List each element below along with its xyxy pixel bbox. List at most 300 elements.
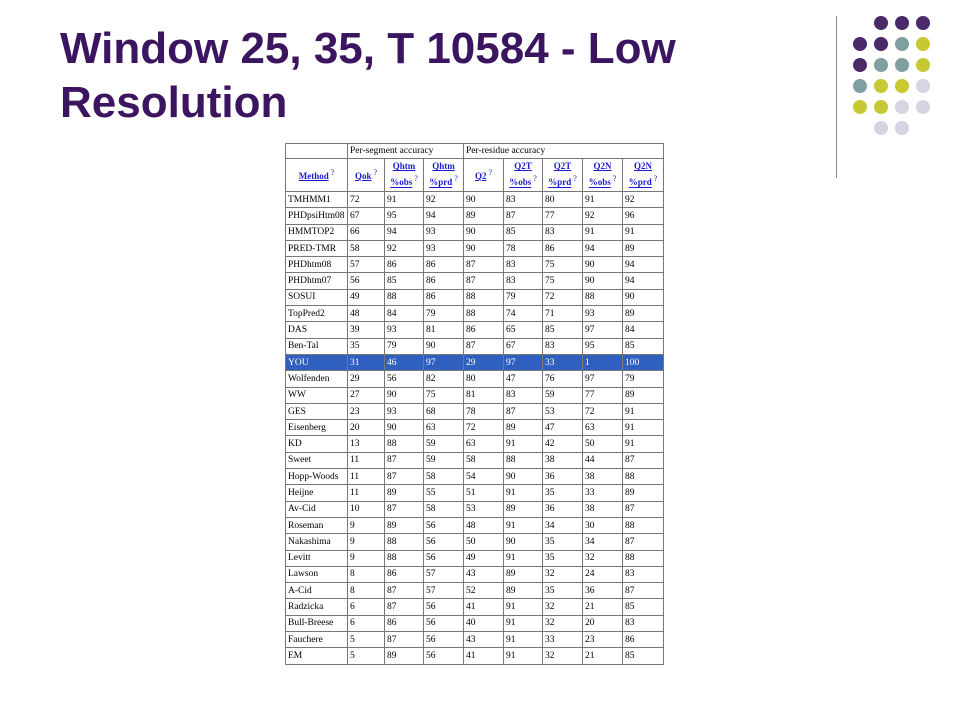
value-cell: 85 — [623, 648, 664, 664]
group-header-blank — [286, 144, 348, 159]
table-row — [286, 648, 664, 664]
table-row — [286, 371, 664, 387]
value-cell: 90 — [504, 534, 543, 550]
value-cell: 58 — [348, 240, 385, 256]
value-cell: 79 — [424, 306, 464, 322]
column-sort-link[interactable]: Method — [298, 171, 329, 182]
table-row — [286, 517, 664, 533]
value-cell: 11 — [348, 452, 385, 468]
decorative-dot — [853, 79, 867, 93]
value-cell: 87 — [623, 452, 664, 468]
value-cell: 53 — [543, 403, 583, 419]
table-row — [286, 485, 664, 501]
value-cell: 65 — [504, 322, 543, 338]
method-cell: KD — [286, 436, 348, 452]
value-cell: 97 — [583, 371, 623, 387]
value-cell: 89 — [623, 306, 664, 322]
column-header — [543, 159, 583, 192]
divider-line — [836, 16, 837, 178]
value-cell: 89 — [385, 485, 424, 501]
value-cell: 72 — [583, 403, 623, 419]
value-cell: 34 — [583, 534, 623, 550]
value-cell: 90 — [623, 289, 664, 305]
column-header — [286, 159, 348, 192]
decorative-dot — [895, 16, 909, 30]
value-cell: 87 — [623, 501, 664, 517]
table-row — [286, 322, 664, 338]
column-sub-link[interactable]: %prd — [628, 177, 652, 188]
value-cell: 11 — [348, 469, 385, 485]
value-cell: 9 — [348, 550, 385, 566]
group-header-row — [286, 144, 664, 159]
value-cell: 53 — [464, 501, 504, 517]
value-cell: 71 — [543, 306, 583, 322]
value-cell: 43 — [464, 632, 504, 648]
value-cell: 90 — [464, 192, 504, 208]
value-cell: 21 — [583, 599, 623, 615]
value-cell: 84 — [623, 322, 664, 338]
value-cell: 95 — [583, 338, 623, 354]
table-row — [286, 403, 664, 419]
value-cell: 8 — [348, 566, 385, 582]
method-cell: Lawson — [286, 566, 348, 582]
table-row — [286, 273, 664, 289]
value-cell: 35 — [543, 550, 583, 566]
method-cell: Heijne — [286, 485, 348, 501]
value-cell: 83 — [543, 338, 583, 354]
value-cell: 100 — [623, 354, 664, 370]
value-cell: 50 — [464, 534, 504, 550]
value-cell: 39 — [348, 322, 385, 338]
decorative-dot — [895, 121, 909, 135]
table-row — [286, 240, 664, 256]
value-cell: 83 — [504, 387, 543, 403]
help-icon[interactable]: ? — [612, 174, 617, 184]
value-cell: 80 — [543, 192, 583, 208]
accuracy-table-container — [285, 143, 664, 665]
value-cell: 86 — [424, 289, 464, 305]
value-cell: 89 — [504, 420, 543, 436]
value-cell: 90 — [464, 224, 504, 240]
value-cell: 56 — [385, 371, 424, 387]
value-cell: 87 — [385, 501, 424, 517]
value-cell: 94 — [623, 257, 664, 273]
table-row — [286, 436, 664, 452]
method-cell: Radzicka — [286, 599, 348, 615]
column-sort-link[interactable]: Qhtm — [432, 161, 455, 172]
method-cell: Av-Cid — [286, 501, 348, 517]
decorative-dot — [916, 58, 930, 72]
value-cell: 79 — [504, 289, 543, 305]
slide-title: Window 25, 35, T 10584 - Low Resolution — [60, 24, 676, 127]
value-cell: 86 — [623, 632, 664, 648]
value-cell: 85 — [623, 338, 664, 354]
method-cell: Hopp-Woods — [286, 469, 348, 485]
value-cell: 58 — [424, 469, 464, 485]
value-cell: 91 — [504, 550, 543, 566]
decorative-dot — [916, 100, 930, 114]
value-cell: 33 — [543, 632, 583, 648]
value-cell: 34 — [543, 517, 583, 533]
table-row — [286, 257, 664, 273]
value-cell: 91 — [504, 485, 543, 501]
value-cell: 29 — [348, 371, 385, 387]
help-icon[interactable]: ? — [573, 174, 577, 184]
value-cell: 88 — [464, 306, 504, 322]
decorative-dot — [853, 58, 867, 72]
value-cell: 87 — [504, 208, 543, 224]
value-cell: 88 — [464, 289, 504, 305]
column-sort-link[interactable]: Q2N — [593, 161, 612, 172]
method-cell: Wolfenden — [286, 371, 348, 387]
table-body — [286, 192, 664, 665]
value-cell: 85 — [623, 599, 664, 615]
column-header — [583, 159, 623, 192]
value-cell: 89 — [385, 517, 424, 533]
help-icon[interactable]: ? — [533, 174, 537, 184]
method-cell: Bull-Breese — [286, 615, 348, 631]
help-icon[interactable]: ? — [414, 174, 418, 184]
method-cell: SOSUI — [286, 289, 348, 305]
column-header-row — [286, 159, 664, 192]
value-cell: 85 — [504, 224, 543, 240]
value-cell: 88 — [385, 289, 424, 305]
value-cell: 33 — [543, 354, 583, 370]
value-cell: 32 — [543, 566, 583, 582]
value-cell: 75 — [424, 387, 464, 403]
method-cell: Sweet — [286, 452, 348, 468]
value-cell: 88 — [583, 289, 623, 305]
value-cell: 74 — [504, 306, 543, 322]
value-cell: 87 — [623, 534, 664, 550]
value-cell: 10 — [348, 501, 385, 517]
value-cell: 88 — [385, 436, 424, 452]
decorative-dot — [874, 79, 888, 93]
value-cell: 89 — [504, 566, 543, 582]
value-cell: 86 — [464, 322, 504, 338]
value-cell: 24 — [583, 566, 623, 582]
help-icon[interactable]: ? — [330, 167, 335, 177]
method-cell: PRED-TMR — [286, 240, 348, 256]
group-header-segment: Per-segment accuracy — [348, 144, 464, 159]
decorative-dot — [916, 16, 930, 30]
method-cell: Fauchere — [286, 632, 348, 648]
column-header — [348, 159, 385, 192]
decorative-dot — [916, 37, 930, 51]
method-cell: TMHMM1 — [286, 192, 348, 208]
value-cell: 32 — [583, 550, 623, 566]
value-cell: 8 — [348, 583, 385, 599]
value-cell: 94 — [623, 273, 664, 289]
column-sort-link[interactable]: Qhtm — [392, 161, 416, 172]
help-icon[interactable]: ? — [653, 174, 658, 184]
value-cell: 84 — [385, 306, 424, 322]
value-cell: 83 — [504, 192, 543, 208]
decorative-dot — [895, 79, 909, 93]
value-cell: 35 — [543, 534, 583, 550]
column-sub-link[interactable]: %prd — [429, 177, 453, 188]
table-row — [286, 387, 664, 403]
method-cell: YOU — [286, 354, 348, 370]
column-sub-link[interactable]: %obs — [588, 177, 611, 188]
value-cell: 88 — [385, 534, 424, 550]
column-sort-link[interactable]: Q2T — [553, 161, 572, 172]
value-cell: 49 — [348, 289, 385, 305]
value-cell: 89 — [464, 208, 504, 224]
value-cell: 88 — [623, 469, 664, 485]
value-cell: 89 — [504, 501, 543, 517]
value-cell: 93 — [583, 306, 623, 322]
value-cell: 77 — [543, 208, 583, 224]
value-cell: 85 — [543, 322, 583, 338]
value-cell: 89 — [623, 485, 664, 501]
value-cell: 75 — [543, 273, 583, 289]
decorative-dot — [895, 37, 909, 51]
table-row — [286, 354, 664, 370]
value-cell: 54 — [464, 469, 504, 485]
value-cell: 90 — [385, 387, 424, 403]
column-sort-link[interactable]: Q2 — [474, 171, 487, 182]
value-cell: 82 — [424, 371, 464, 387]
value-cell: 43 — [464, 566, 504, 582]
value-cell: 56 — [424, 599, 464, 615]
decorative-dot — [853, 100, 867, 114]
value-cell: 83 — [504, 257, 543, 273]
value-cell: 87 — [464, 257, 504, 273]
value-cell: 57 — [348, 257, 385, 273]
value-cell: 86 — [543, 240, 583, 256]
value-cell: 92 — [385, 240, 424, 256]
value-cell: 20 — [348, 420, 385, 436]
value-cell: 38 — [583, 501, 623, 517]
value-cell: 30 — [583, 517, 623, 533]
value-cell: 33 — [583, 485, 623, 501]
decorative-dot — [874, 100, 888, 114]
value-cell: 55 — [424, 485, 464, 501]
column-header — [464, 159, 504, 192]
method-cell: HMMTOP2 — [286, 224, 348, 240]
value-cell: 83 — [504, 273, 543, 289]
help-icon[interactable]: ? — [373, 167, 378, 177]
table-row — [286, 566, 664, 582]
value-cell: 83 — [623, 566, 664, 582]
value-cell: 46 — [385, 354, 424, 370]
value-cell: 36 — [583, 583, 623, 599]
table-row — [286, 224, 664, 240]
value-cell: 79 — [623, 371, 664, 387]
value-cell: 5 — [348, 648, 385, 664]
value-cell: 59 — [543, 387, 583, 403]
value-cell: 88 — [623, 550, 664, 566]
method-cell: Nakashima — [286, 534, 348, 550]
value-cell: 9 — [348, 534, 385, 550]
value-cell: 91 — [623, 436, 664, 452]
value-cell: 91 — [504, 615, 543, 631]
value-cell: 68 — [424, 403, 464, 419]
method-cell: Ben-Tal — [286, 338, 348, 354]
value-cell: 52 — [464, 583, 504, 599]
column-sub-link[interactable]: %obs — [509, 177, 532, 188]
value-cell: 59 — [424, 436, 464, 452]
value-cell: 56 — [424, 648, 464, 664]
value-cell: 42 — [543, 436, 583, 452]
value-cell: 87 — [385, 599, 424, 615]
value-cell: 80 — [464, 371, 504, 387]
value-cell: 56 — [424, 517, 464, 533]
value-cell: 40 — [464, 615, 504, 631]
value-cell: 36 — [543, 501, 583, 517]
value-cell: 87 — [464, 338, 504, 354]
table-row — [286, 208, 664, 224]
method-cell: Roseman — [286, 517, 348, 533]
decorative-dot — [874, 121, 888, 135]
value-cell: 31 — [348, 354, 385, 370]
value-cell: 63 — [464, 436, 504, 452]
value-cell: 91 — [623, 420, 664, 436]
value-cell: 63 — [424, 420, 464, 436]
column-sort-link[interactable]: Qok — [354, 171, 372, 182]
value-cell: 87 — [623, 583, 664, 599]
value-cell: 6 — [348, 615, 385, 631]
column-header — [385, 159, 424, 192]
value-cell: 88 — [385, 550, 424, 566]
value-cell: 92 — [583, 208, 623, 224]
column-header — [623, 159, 664, 192]
decorative-dot — [853, 37, 867, 51]
value-cell: 9 — [348, 517, 385, 533]
value-cell: 36 — [543, 469, 583, 485]
decorative-dot — [874, 58, 888, 72]
method-cell: GES — [286, 403, 348, 419]
value-cell: 67 — [504, 338, 543, 354]
value-cell: 29 — [464, 354, 504, 370]
value-cell: 96 — [623, 208, 664, 224]
value-cell: 57 — [424, 583, 464, 599]
value-cell: 56 — [424, 615, 464, 631]
value-cell: 38 — [543, 452, 583, 468]
value-cell: 57 — [424, 566, 464, 582]
method-cell: PHDhtm08 — [286, 257, 348, 273]
value-cell: 97 — [424, 354, 464, 370]
table-row — [286, 632, 664, 648]
column-sort-link[interactable]: Q2N — [634, 161, 652, 172]
value-cell: 23 — [583, 632, 623, 648]
value-cell: 35 — [543, 485, 583, 501]
value-cell: 5 — [348, 632, 385, 648]
value-cell: 83 — [623, 615, 664, 631]
value-cell: 78 — [464, 403, 504, 419]
value-cell: 94 — [583, 240, 623, 256]
value-cell: 79 — [385, 338, 424, 354]
value-cell: 58 — [424, 501, 464, 517]
column-header — [424, 159, 464, 192]
value-cell: 89 — [385, 648, 424, 664]
value-cell: 94 — [424, 208, 464, 224]
value-cell: 72 — [348, 192, 385, 208]
value-cell: 91 — [504, 648, 543, 664]
value-cell: 87 — [385, 469, 424, 485]
value-cell: 86 — [385, 257, 424, 273]
value-cell: 95 — [385, 208, 424, 224]
group-header-residue: Per-residue accuracy — [464, 144, 664, 159]
help-icon[interactable]: ? — [488, 167, 493, 177]
value-cell: 88 — [504, 452, 543, 468]
decorative-dot — [895, 100, 909, 114]
decorative-dot — [916, 79, 930, 93]
value-cell: 91 — [583, 224, 623, 240]
column-sort-link[interactable]: Q2T — [514, 161, 532, 172]
value-cell: 23 — [348, 403, 385, 419]
value-cell: 90 — [583, 257, 623, 273]
table-row — [286, 306, 664, 322]
value-cell: 93 — [385, 403, 424, 419]
method-cell: DAS — [286, 322, 348, 338]
value-cell: 87 — [464, 273, 504, 289]
column-sub-link[interactable]: %obs — [390, 177, 413, 188]
value-cell: 59 — [424, 452, 464, 468]
value-cell: 49 — [464, 550, 504, 566]
value-cell: 90 — [385, 420, 424, 436]
value-cell: 50 — [583, 436, 623, 452]
value-cell: 89 — [623, 240, 664, 256]
value-cell: 91 — [583, 192, 623, 208]
value-cell: 67 — [348, 208, 385, 224]
value-cell: 90 — [424, 338, 464, 354]
value-cell: 93 — [385, 322, 424, 338]
value-cell: 91 — [504, 632, 543, 648]
value-cell: 11 — [348, 485, 385, 501]
method-cell: EM — [286, 648, 348, 664]
table-row — [286, 420, 664, 436]
value-cell: 75 — [543, 257, 583, 273]
value-cell: 41 — [464, 599, 504, 615]
table-row — [286, 192, 664, 208]
method-cell: WW — [286, 387, 348, 403]
value-cell: 86 — [424, 257, 464, 273]
value-cell: 72 — [464, 420, 504, 436]
value-cell: 35 — [543, 583, 583, 599]
table-row — [286, 534, 664, 550]
table-row — [286, 289, 664, 305]
value-cell: 63 — [583, 420, 623, 436]
value-cell: 86 — [385, 615, 424, 631]
decorative-dot — [895, 58, 909, 72]
value-cell: 48 — [464, 517, 504, 533]
value-cell: 91 — [623, 403, 664, 419]
table-row — [286, 583, 664, 599]
value-cell: 66 — [348, 224, 385, 240]
value-cell: 97 — [504, 354, 543, 370]
column-sub-link[interactable]: %prd — [548, 177, 572, 188]
value-cell: 92 — [623, 192, 664, 208]
help-icon[interactable]: ? — [454, 174, 458, 184]
method-cell: PHDhtm07 — [286, 273, 348, 289]
value-cell: 21 — [583, 648, 623, 664]
value-cell: 78 — [504, 240, 543, 256]
value-cell: 85 — [385, 273, 424, 289]
value-cell: 56 — [424, 550, 464, 566]
value-cell: 13 — [348, 436, 385, 452]
value-cell: 97 — [583, 322, 623, 338]
table-row — [286, 550, 664, 566]
value-cell: 32 — [543, 615, 583, 631]
table-row — [286, 338, 664, 354]
value-cell: 91 — [504, 599, 543, 615]
value-cell: 44 — [583, 452, 623, 468]
value-cell: 91 — [504, 517, 543, 533]
value-cell: 83 — [543, 224, 583, 240]
value-cell: 20 — [583, 615, 623, 631]
